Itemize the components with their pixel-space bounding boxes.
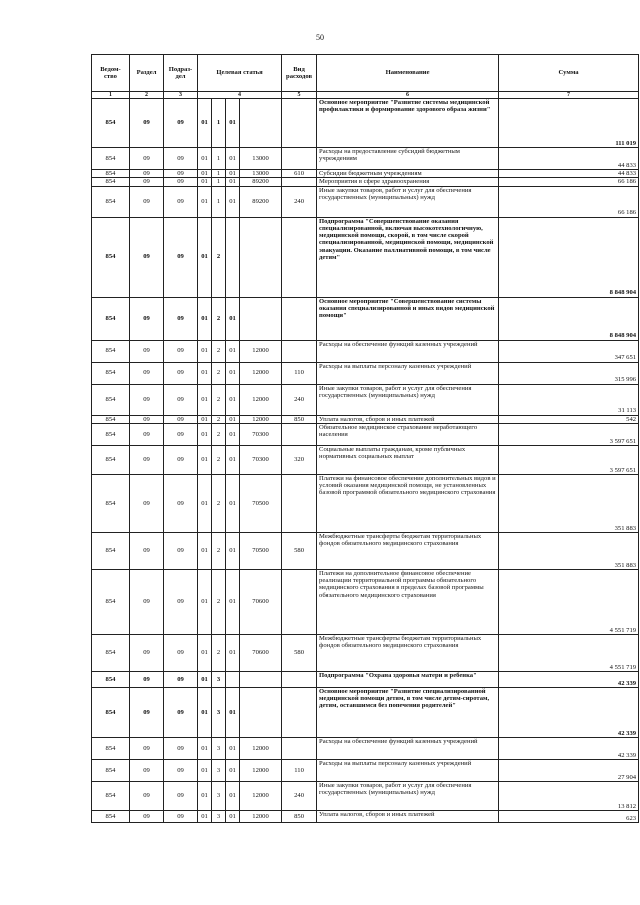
dept-cell: 854: [92, 687, 130, 737]
name-cell: Социальные выплаты гражданам, кроме публичных нормативных социальных выплат: [317, 445, 499, 474]
expense-type-cell: 610: [282, 170, 317, 178]
header-dept: Ведом-ство: [92, 55, 130, 92]
target-subprogram-cell: 1: [212, 170, 226, 178]
table-row: [92, 634, 639, 671]
target-program-cell: 01: [198, 170, 212, 178]
section-cell: 09: [130, 810, 164, 822]
target-program-cell: 01: [198, 671, 212, 687]
subsection-cell: 09: [164, 634, 198, 671]
table-row: [92, 423, 639, 445]
table-row: [92, 178, 639, 186]
dept-cell: 854: [92, 445, 130, 474]
target-direction-cell: 12000: [240, 737, 282, 759]
table-header-row: [92, 55, 639, 92]
target-program-cell: 01: [198, 415, 212, 423]
subsection-cell: 09: [164, 217, 198, 297]
expense-type-cell: 580: [282, 634, 317, 671]
target-program-cell: 01: [198, 474, 212, 532]
target-program-cell: 01: [198, 186, 212, 217]
target-direction-cell: 70600: [240, 569, 282, 634]
subsection-cell: 09: [164, 532, 198, 569]
target-program-cell: 01: [198, 148, 212, 170]
target-subprogram-cell: 3: [212, 687, 226, 737]
sum-cell: 623: [499, 810, 639, 822]
sum-cell: 66 186: [499, 186, 639, 217]
target-subprogram-cell: 1: [212, 148, 226, 170]
target-measure-cell: 01: [226, 687, 240, 737]
target-measure-cell: [226, 217, 240, 297]
target-subprogram-cell: 2: [212, 532, 226, 569]
section-cell: 09: [130, 148, 164, 170]
header-section: Раздел: [130, 55, 164, 92]
target-subprogram-cell: 3: [212, 781, 226, 810]
target-subprogram-cell: 2: [212, 445, 226, 474]
expense-type-cell: [282, 99, 317, 148]
name-cell: Подпрограмма "Охрана здоровья матери и ребенка": [317, 671, 499, 687]
budget-table: [91, 54, 639, 823]
sum-cell: 3 597 651: [499, 445, 639, 474]
target-measure-cell: [226, 671, 240, 687]
target-direction-cell: [240, 217, 282, 297]
name-cell: Иные закупки товаров, работ и услуг для обеспечения государственных (муниципальных) нужд: [317, 384, 499, 415]
table-row: [92, 99, 639, 148]
target-direction-cell: 89200: [240, 178, 282, 186]
target-subprogram-cell: 2: [212, 340, 226, 362]
table-row: [92, 781, 639, 810]
expense-type-cell: 110: [282, 362, 317, 384]
target-program-cell: 01: [198, 297, 212, 340]
sum-cell: 8 848 904: [499, 217, 639, 297]
target-direction-cell: 12000: [240, 415, 282, 423]
sum-cell: 111 019: [499, 99, 639, 148]
table-row: [92, 384, 639, 415]
target-program-cell: 01: [198, 569, 212, 634]
target-direction-cell: [240, 671, 282, 687]
target-direction-cell: 70600: [240, 634, 282, 671]
subsection-cell: 09: [164, 170, 198, 178]
target-subprogram-cell: 2: [212, 474, 226, 532]
expense-type-cell: [282, 297, 317, 340]
expense-type-cell: [282, 217, 317, 297]
target-direction-cell: 70500: [240, 474, 282, 532]
target-program-cell: 01: [198, 687, 212, 737]
expense-type-cell: 850: [282, 415, 317, 423]
sum-cell: 3 597 651: [499, 423, 639, 445]
section-cell: 09: [130, 781, 164, 810]
expense-type-cell: [282, 423, 317, 445]
column-number: 1: [92, 92, 130, 99]
header-target: Целевая статья: [198, 55, 282, 92]
dept-cell: 854: [92, 759, 130, 781]
target-program-cell: 01: [198, 781, 212, 810]
section-cell: 09: [130, 569, 164, 634]
subsection-cell: 09: [164, 297, 198, 340]
target-measure-cell: 01: [226, 384, 240, 415]
dept-cell: 854: [92, 671, 130, 687]
target-measure-cell: 01: [226, 474, 240, 532]
expense-type-cell: [282, 474, 317, 532]
dept-cell: 854: [92, 186, 130, 217]
sum-cell: 4 551 719: [499, 634, 639, 671]
header-sum: Сумма: [499, 55, 639, 92]
table-row: [92, 217, 639, 297]
target-measure-cell: 01: [226, 532, 240, 569]
section-cell: 09: [130, 671, 164, 687]
column-number: 4: [198, 92, 282, 99]
name-cell: Платежи на дополнительное финансовое обеспечение реализации территориальной программы обязательного медицинского страхования в пределах базовой программы обязательного медицинского страхования: [317, 569, 499, 634]
name-cell: Расходы на выплаты персоналу казенных учреждений: [317, 759, 499, 781]
subsection-cell: 09: [164, 474, 198, 532]
subsection-cell: 09: [164, 687, 198, 737]
target-program-cell: 01: [198, 532, 212, 569]
sum-cell: 13 812: [499, 781, 639, 810]
target-direction-cell: [240, 297, 282, 340]
subsection-cell: 09: [164, 671, 198, 687]
target-subprogram-cell: 2: [212, 415, 226, 423]
dept-cell: 854: [92, 340, 130, 362]
target-direction-cell: 70300: [240, 445, 282, 474]
subsection-cell: 09: [164, 148, 198, 170]
name-cell: Основное мероприятие "Развитие системы медицинской профилактики и формирование здорового образа жизни": [317, 99, 499, 148]
target-subprogram-cell: 1: [212, 99, 226, 148]
table-row: [92, 362, 639, 384]
table-row: [92, 415, 639, 423]
section-cell: 09: [130, 687, 164, 737]
target-measure-cell: 01: [226, 737, 240, 759]
dept-cell: 854: [92, 634, 130, 671]
sum-cell: 4 551 719: [499, 569, 639, 634]
target-measure-cell: 01: [226, 781, 240, 810]
subsection-cell: 09: [164, 423, 198, 445]
target-program-cell: 01: [198, 384, 212, 415]
name-cell: Расходы на обеспечение функций казенных учреждений: [317, 737, 499, 759]
name-cell: Подпрограмма "Совершенствование оказания специализированной, включая высокотехнологичную, медицинской помощи, скорой, в том числе скорой специализированной, медицинской помощи, медицинской эвакуации. Оказание паллиативной помощи, в том числе детям": [317, 217, 499, 297]
sum-cell: 27 904: [499, 759, 639, 781]
expense-type-cell: [282, 569, 317, 634]
column-number: 7: [499, 92, 639, 99]
target-direction-cell: 13000: [240, 170, 282, 178]
target-subprogram-cell: 2: [212, 362, 226, 384]
expense-type-cell: [282, 671, 317, 687]
table-row: [92, 759, 639, 781]
target-direction-cell: 89200: [240, 186, 282, 217]
target-measure-cell: 01: [226, 569, 240, 634]
subsection-cell: 09: [164, 362, 198, 384]
header-subsection: Подраз-дел: [164, 55, 198, 92]
subsection-cell: 09: [164, 415, 198, 423]
target-program-cell: 01: [198, 217, 212, 297]
name-cell: Уплата налогов, сборов и иных платежей: [317, 810, 499, 822]
subsection-cell: 09: [164, 737, 198, 759]
target-measure-cell: 01: [226, 170, 240, 178]
name-cell: Основное мероприятие "Развитие специализированной медицинской помощи детям, в том числе детям-сиротам, детям, оставшимся без попечения родителей": [317, 687, 499, 737]
name-cell: Субсидии бюджетным учреждениям: [317, 170, 499, 178]
target-measure-cell: 01: [226, 362, 240, 384]
target-measure-cell: 01: [226, 297, 240, 340]
table-row: [92, 569, 639, 634]
target-program-cell: 01: [198, 178, 212, 186]
expense-type-cell: [282, 737, 317, 759]
dept-cell: 854: [92, 532, 130, 569]
column-number-row: [92, 92, 639, 99]
section-cell: 09: [130, 634, 164, 671]
expense-type-cell: 240: [282, 384, 317, 415]
name-cell: Расходы на обеспечение функций казенных учреждений: [317, 340, 499, 362]
target-direction-cell: [240, 99, 282, 148]
name-cell: Мероприятия в сфере здравоохранения: [317, 178, 499, 186]
target-subprogram-cell: 2: [212, 423, 226, 445]
expense-type-cell: 320: [282, 445, 317, 474]
target-subprogram-cell: 2: [212, 384, 226, 415]
sum-cell: 347 651: [499, 340, 639, 362]
section-cell: 09: [130, 178, 164, 186]
dept-cell: 854: [92, 217, 130, 297]
target-subprogram-cell: 3: [212, 759, 226, 781]
target-direction-cell: 70500: [240, 532, 282, 569]
dept-cell: 854: [92, 781, 130, 810]
sum-cell: 8 848 904: [499, 297, 639, 340]
sum-cell: 351 883: [499, 532, 639, 569]
subsection-cell: 09: [164, 384, 198, 415]
target-program-cell: 01: [198, 634, 212, 671]
section-cell: 09: [130, 340, 164, 362]
target-program-cell: 01: [198, 340, 212, 362]
target-subprogram-cell: 2: [212, 297, 226, 340]
target-direction-cell: 12000: [240, 384, 282, 415]
subsection-cell: 09: [164, 178, 198, 186]
section-cell: 09: [130, 170, 164, 178]
dept-cell: 854: [92, 737, 130, 759]
name-cell: Расходы на выплаты персоналу казенных учреждений: [317, 362, 499, 384]
target-subprogram-cell: 3: [212, 671, 226, 687]
column-number: 2: [130, 92, 164, 99]
table-row: [92, 170, 639, 178]
expense-type-cell: [282, 178, 317, 186]
subsection-cell: 09: [164, 340, 198, 362]
target-subprogram-cell: 2: [212, 217, 226, 297]
table-row: [92, 186, 639, 217]
dept-cell: 854: [92, 170, 130, 178]
table-row: [92, 737, 639, 759]
name-cell: Платежи на финансовое обеспечение дополнительных видов и условий оказания медицинской помощи, не установленных базовой программой обязательного медицинского страхования: [317, 474, 499, 532]
target-measure-cell: 01: [226, 99, 240, 148]
section-cell: 09: [130, 423, 164, 445]
dept-cell: 854: [92, 569, 130, 634]
table-row: [92, 671, 639, 687]
table-row: [92, 340, 639, 362]
table-row: [92, 687, 639, 737]
sum-cell: 42 339: [499, 687, 639, 737]
target-direction-cell: 12000: [240, 759, 282, 781]
section-cell: 09: [130, 737, 164, 759]
sum-cell: 66 186: [499, 178, 639, 186]
target-measure-cell: 01: [226, 759, 240, 781]
header-exp-type: Вид расходов: [282, 55, 317, 92]
dept-cell: 854: [92, 148, 130, 170]
target-subprogram-cell: 1: [212, 186, 226, 217]
target-direction-cell: [240, 687, 282, 737]
section-cell: 09: [130, 384, 164, 415]
sum-cell: 542: [499, 415, 639, 423]
dept-cell: 854: [92, 362, 130, 384]
column-number: 5: [282, 92, 317, 99]
expense-type-cell: 240: [282, 781, 317, 810]
section-cell: 09: [130, 186, 164, 217]
subsection-cell: 09: [164, 445, 198, 474]
section-cell: 09: [130, 362, 164, 384]
target-program-cell: 01: [198, 810, 212, 822]
name-cell: Обязательное медицинское страхование неработающего населения: [317, 423, 499, 445]
target-measure-cell: 01: [226, 810, 240, 822]
target-program-cell: 01: [198, 423, 212, 445]
header-name: Наименование: [317, 55, 499, 92]
target-direction-cell: 12000: [240, 362, 282, 384]
expense-type-cell: 110: [282, 759, 317, 781]
subsection-cell: 09: [164, 810, 198, 822]
section-cell: 09: [130, 297, 164, 340]
sum-cell: 44 833: [499, 148, 639, 170]
target-program-cell: 01: [198, 99, 212, 148]
name-cell: Расходы на предоставление субсидий бюджетным учреждениям: [317, 148, 499, 170]
target-measure-cell: 01: [226, 423, 240, 445]
target-program-cell: 01: [198, 737, 212, 759]
table-body: [92, 99, 639, 823]
sum-cell: 315 996: [499, 362, 639, 384]
dept-cell: 854: [92, 297, 130, 340]
subsection-cell: 09: [164, 186, 198, 217]
subsection-cell: 09: [164, 759, 198, 781]
expense-type-cell: [282, 687, 317, 737]
name-cell: Межбюджетные трансферты бюджетам территориальных фондов обязательного медицинского страхования: [317, 532, 499, 569]
name-cell: Основное мероприятие "Совершенствование системы оказания специализированной и иных видов медицинской помощи": [317, 297, 499, 340]
dept-cell: 854: [92, 178, 130, 186]
dept-cell: 854: [92, 384, 130, 415]
table-row: [92, 297, 639, 340]
table-row: [92, 474, 639, 532]
expense-type-cell: [282, 340, 317, 362]
target-measure-cell: 01: [226, 340, 240, 362]
sum-cell: 42 339: [499, 737, 639, 759]
target-measure-cell: 01: [226, 178, 240, 186]
subsection-cell: 09: [164, 569, 198, 634]
section-cell: 09: [130, 474, 164, 532]
section-cell: 09: [130, 759, 164, 781]
target-measure-cell: 01: [226, 186, 240, 217]
table-row: [92, 445, 639, 474]
target-direction-cell: 13000: [240, 148, 282, 170]
target-direction-cell: 12000: [240, 810, 282, 822]
expense-type-cell: 850: [282, 810, 317, 822]
expense-type-cell: [282, 148, 317, 170]
section-cell: 09: [130, 415, 164, 423]
name-cell: Иные закупки товаров, работ и услуг для обеспечения государственных (муниципальных) нужд: [317, 186, 499, 217]
dept-cell: 854: [92, 423, 130, 445]
dept-cell: 854: [92, 415, 130, 423]
column-number: 3: [164, 92, 198, 99]
table-row: [92, 810, 639, 822]
table-row: [92, 148, 639, 170]
sum-cell: 44 833: [499, 170, 639, 178]
section-cell: 09: [130, 99, 164, 148]
dept-cell: 854: [92, 474, 130, 532]
target-direction-cell: 12000: [240, 781, 282, 810]
section-cell: 09: [130, 217, 164, 297]
target-program-cell: 01: [198, 362, 212, 384]
target-program-cell: 01: [198, 759, 212, 781]
name-cell: Уплата налогов, сборов и иных платежей: [317, 415, 499, 423]
table-row: [92, 532, 639, 569]
expense-type-cell: 240: [282, 186, 317, 217]
subsection-cell: 09: [164, 99, 198, 148]
dept-cell: 854: [92, 99, 130, 148]
page-number: 50: [316, 33, 324, 42]
sum-cell: 42 339: [499, 671, 639, 687]
target-subprogram-cell: 3: [212, 810, 226, 822]
target-measure-cell: 01: [226, 445, 240, 474]
target-subprogram-cell: 2: [212, 634, 226, 671]
sum-cell: 351 883: [499, 474, 639, 532]
section-cell: 09: [130, 532, 164, 569]
target-measure-cell: 01: [226, 415, 240, 423]
target-subprogram-cell: 3: [212, 737, 226, 759]
target-measure-cell: 01: [226, 634, 240, 671]
target-program-cell: 01: [198, 445, 212, 474]
target-measure-cell: 01: [226, 148, 240, 170]
name-cell: Межбюджетные трансферты бюджетам территориальных фондов обязательного медицинского страхования: [317, 634, 499, 671]
target-subprogram-cell: 2: [212, 569, 226, 634]
name-cell: Иные закупки товаров, работ и услуг для обеспечения государственных (муниципальных) нужд: [317, 781, 499, 810]
target-subprogram-cell: 1: [212, 178, 226, 186]
dept-cell: 854: [92, 810, 130, 822]
target-direction-cell: 70300: [240, 423, 282, 445]
target-direction-cell: 12000: [240, 340, 282, 362]
expense-type-cell: 580: [282, 532, 317, 569]
subsection-cell: 09: [164, 781, 198, 810]
section-cell: 09: [130, 445, 164, 474]
sum-cell: 31 113: [499, 384, 639, 415]
column-number: 6: [317, 92, 499, 99]
